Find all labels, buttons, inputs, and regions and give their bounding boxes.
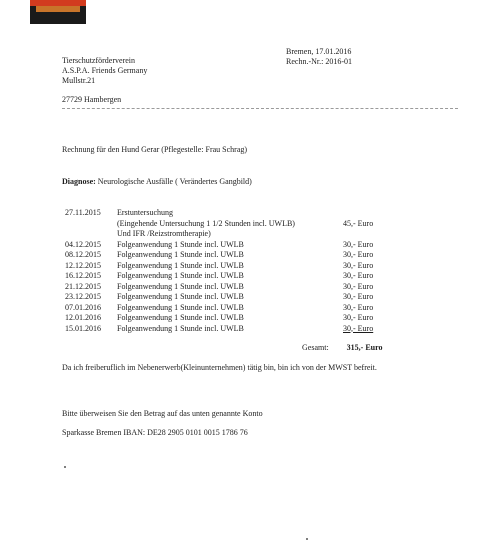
- item-description: Folgeanwendung 1 Stunde incl. UWLB: [117, 302, 244, 312]
- diagnosis-text: Neurologische Ausfälle ( Verändertes Gangbild): [95, 177, 252, 186]
- item-amount: 30,- Euro: [343, 313, 374, 322]
- vat-note: Da ich freiberuflich im Nebenerwerb(Kleinunternehmen) tätig bin, bin ich von der MWST befreit.: [62, 363, 377, 372]
- line-item: [65, 313, 395, 324]
- item-amount: 30,- Euro: [343, 302, 374, 312]
- bank-details: Sparkasse Bremen IBAN: DE28 2905 0101 0015 1786 76: [62, 428, 248, 437]
- item-date: 12.01.2016: [65, 313, 101, 322]
- item-date: 07.01.2016: [65, 302, 101, 312]
- item-amount: 30,- Euro: [343, 292, 374, 301]
- item-description: (Eingehende Untersuchung 1 1/2 Stunden incl. UWLB): [117, 218, 295, 228]
- sender-line-1: Tierschutzförderverein: [62, 56, 136, 65]
- logo-stripe-amber: [36, 6, 80, 12]
- item-amount: 30,- Euro: [343, 323, 374, 333]
- item-description: Erstuntersuchung: [117, 208, 173, 217]
- item-amount: 30,- Euro: [343, 239, 374, 249]
- line-item: [65, 250, 395, 261]
- total-label: Gesamt:: [302, 343, 329, 352]
- invoice-title: Rechnung für den Hund Gerar (Pflegestelle: Frau Schrag): [62, 145, 248, 154]
- item-amount: 45,- Euro: [343, 218, 374, 228]
- invoice-number: Rechn.-Nr.: 2016-01: [286, 57, 352, 66]
- line-item: [65, 261, 395, 272]
- scan-speck: [306, 538, 308, 540]
- invoice-total: [302, 343, 383, 353]
- item-amount: 30,- Euro: [343, 250, 374, 259]
- line-item: [65, 219, 395, 230]
- sender-line-3: Mullstr.21: [62, 76, 96, 85]
- item-description: Folgeanwendung 1 Stunde incl. UWLB: [117, 250, 244, 259]
- line-items: [65, 208, 395, 334]
- invoice-meta: [286, 47, 352, 67]
- item-description: Folgeanwendung 1 Stunde incl. UWLB: [117, 281, 244, 291]
- item-amount: 30,- Euro: [343, 260, 374, 270]
- line-item: [65, 282, 395, 293]
- item-date: 27.11.2015: [65, 208, 101, 217]
- line-item: [65, 292, 395, 303]
- line-item: [65, 229, 395, 240]
- item-description: Und IFR /Reizstromtherapie): [117, 229, 211, 238]
- item-date: 15.01.2016: [65, 323, 101, 333]
- header-divider: [62, 108, 458, 109]
- line-item: [65, 240, 395, 251]
- item-date: 12.12.2015: [65, 260, 101, 270]
- item-amount: 30,- Euro: [343, 271, 374, 280]
- item-description: Folgeanwendung 1 Stunde incl. UWLB: [117, 271, 244, 280]
- total-value: 315,- Euro: [346, 343, 383, 352]
- item-date: 23.12.2015: [65, 292, 101, 301]
- item-date: 08.12.2015: [65, 250, 101, 259]
- sender-zip-city: 27729 Hambergen: [62, 95, 122, 104]
- place-date: Bremen, 17.01.2016: [286, 47, 352, 56]
- item-description: Folgeanwendung 1 Stunde incl. UWLB: [117, 239, 244, 249]
- sender-line-2: A.S.P.A. Friends Germany: [62, 66, 148, 75]
- payment-request: Bitte überweisen Sie den Betrag auf das unten genannte Konto: [62, 409, 263, 418]
- item-date: 16.12.2015: [65, 271, 101, 280]
- item-description: Folgeanwendung 1 Stunde incl. UWLB: [117, 260, 244, 270]
- scan-speck: [64, 466, 66, 468]
- item-date: 04.12.2015: [65, 239, 101, 249]
- line-item: [65, 324, 395, 335]
- line-item: [65, 208, 395, 219]
- item-description: Folgeanwendung 1 Stunde incl. UWLB: [117, 323, 244, 333]
- item-amount: 30,- Euro: [343, 281, 374, 291]
- item-description: Folgeanwendung 1 Stunde incl. UWLB: [117, 313, 244, 322]
- logo: [30, 0, 86, 24]
- line-item: [65, 303, 395, 314]
- line-item: [65, 271, 395, 282]
- item-date: 21.12.2015: [65, 281, 101, 291]
- diagnosis: [62, 177, 252, 187]
- sender-address: [62, 56, 147, 86]
- item-description: Folgeanwendung 1 Stunde incl. UWLB: [117, 292, 244, 301]
- diagnosis-label: Diagnose:: [62, 177, 96, 186]
